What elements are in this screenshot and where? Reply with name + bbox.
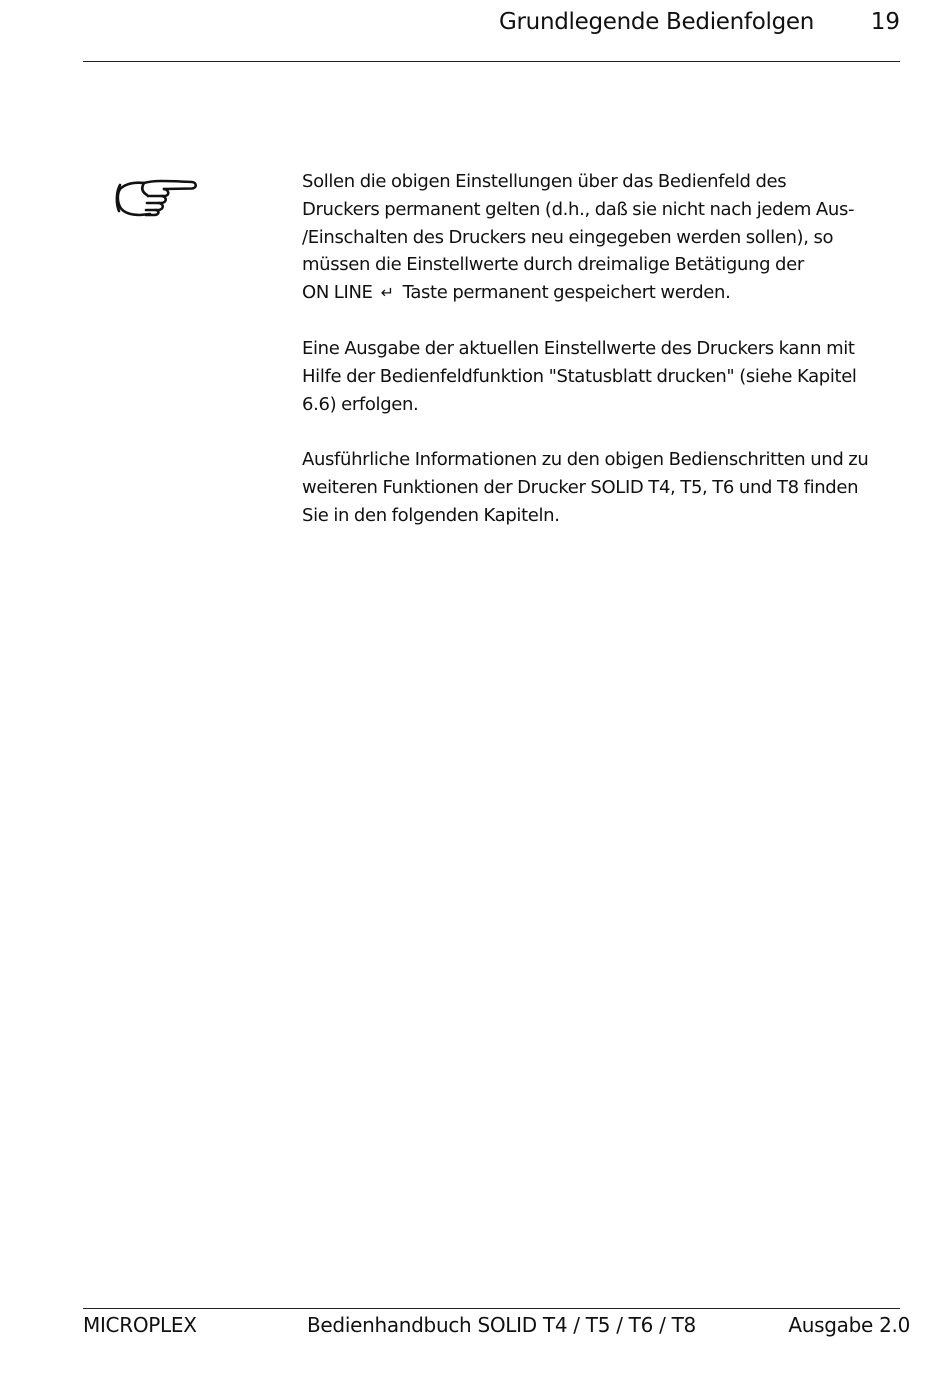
text-line: müssen die Einstellwerte durch dreimalige Betätigung der — [302, 254, 804, 276]
header-divider — [83, 61, 900, 62]
pointing-hand-icon — [114, 176, 198, 220]
text-line: Eine Ausgabe der aktuellen Einstellwerte des Druckers kann mit — [302, 337, 855, 359]
page-number: 19 — [870, 9, 900, 35]
text-line: /Einschalten des Druckers neu eingegeben werden sollen), so — [302, 226, 834, 248]
text-line: Druckers permanent gelten (d.h., daß sie nicht nach jedem Aus- — [302, 198, 855, 220]
text-line: Ausführliche Informationen zu den obigen Bedienschritten und zu — [302, 449, 869, 471]
text-line — [302, 279, 892, 307]
key-label: ON LINE — [302, 282, 373, 304]
text-line: Hilfe der Bedienfeldfunktion "Statusblatt drucken" (siehe Kapitel — [302, 365, 857, 387]
paragraph-further-info — [302, 446, 892, 529]
footer-divider — [83, 1308, 900, 1309]
chapter-title: Grundlegende Bedienfolgen — [499, 9, 814, 35]
text-line: Sollen die obigen Einstellungen über das Bedienfeld des — [302, 171, 787, 192]
main-content — [302, 168, 892, 558]
footer-edition: Ausgabe 2.0 — [788, 1313, 910, 1337]
footer-manual-title: Bedienhandbuch SOLID T4 / T5 / T6 / T8 — [307, 1313, 696, 1337]
text-line: 6.6) erfolgen. — [302, 393, 419, 415]
paragraph-permanent-settings — [302, 168, 892, 307]
paragraph-status-sheet — [302, 335, 892, 418]
footer-company: MICROPLEX — [83, 1313, 197, 1337]
text-line: Sie in den folgenden Kapiteln. — [302, 504, 560, 526]
enter-key-icon: ↵ — [380, 283, 394, 303]
text-segment: Taste permanent gespeichert werden. — [402, 282, 731, 304]
text-line: weiteren Funktionen der Drucker SOLID T4, T5, T6 und T8 finden — [302, 477, 859, 499]
